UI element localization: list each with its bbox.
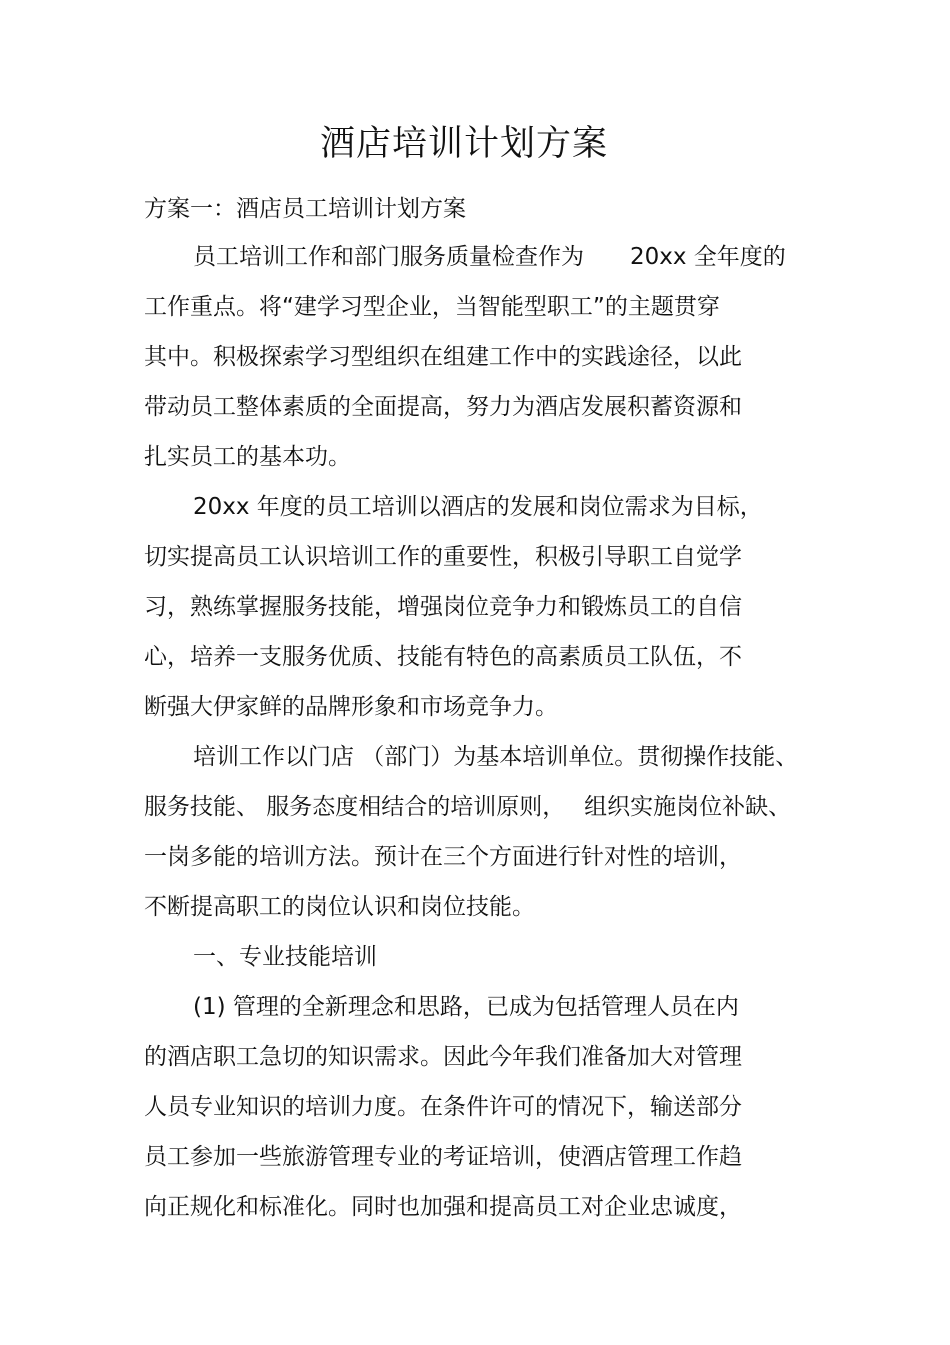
- paragraph-line: 20xx 年度的员工培训以酒店的发展和岗位需求为目标，: [193, 494, 763, 520]
- section-heading: 方案一：酒店员工培训计划方案: [144, 196, 466, 222]
- paragraph-line: 的酒店职工急切的知识需求。因此今年我们准备加大对管理: [144, 1044, 742, 1070]
- paragraph-line: 一岗多能的培训方法。预计在三个方面进行针对性的培训，: [144, 844, 742, 870]
- paragraph-line: 员工参加一些旅游管理专业的考证培训，使酒店管理工作趋: [144, 1144, 742, 1170]
- paragraph-line: 向正规化和标准化。同时也加强和提高员工对企业忠诚度，: [144, 1194, 742, 1220]
- paragraph-line: 切实提高员工认识培训工作的重要性，积极引导职工自觉学: [144, 544, 742, 570]
- paragraph-line: 扎实员工的基本功。: [144, 444, 351, 470]
- paragraph-line: 不断提高职工的岗位认识和岗位技能。: [144, 894, 535, 920]
- paragraph-line: 培训工作以门店 （部门）为基本培训单位。贯彻操作技能、: [193, 744, 799, 770]
- paragraph-line: 带动员工整体素质的全面提高，努力为酒店发展积蓄资源和: [144, 394, 742, 420]
- paragraph-line: 工作重点。将“建学习型企业，当智能型职工”的主题贯穿: [144, 294, 720, 320]
- paragraph-line: 心，培养一支服务优质、技能有特色的高素质员工队伍，不: [144, 644, 742, 670]
- paragraph-line: 其中。积极探索学习型组织在组建工作中的实践途径，以此: [144, 344, 742, 370]
- paragraph-line: 人员专业知识的培训力度。在条件许可的情况下，输送部分: [144, 1094, 742, 1120]
- paragraph-line: 断强大伊家鲜的品牌形象和市场竞争力。: [144, 694, 558, 720]
- paragraph-line: 服务技能、 服务态度相结合的培训原则， 组织实施岗位补缺、: [144, 794, 792, 820]
- paragraph-line: 习，熟练掌握服务技能，增强岗位竞争力和锻炼员工的自信: [144, 594, 742, 620]
- paragraph-line: 员工培训工作和部门服务质量检查作为 20xx 全年度的: [193, 244, 786, 270]
- document-title: 酒店培训计划方案: [319, 124, 608, 164]
- subsection-heading: 一、专业技能培训: [193, 944, 377, 970]
- paragraph-line: (1) 管理的全新理念和思路，已成为包括管理人员在内: [193, 994, 739, 1020]
